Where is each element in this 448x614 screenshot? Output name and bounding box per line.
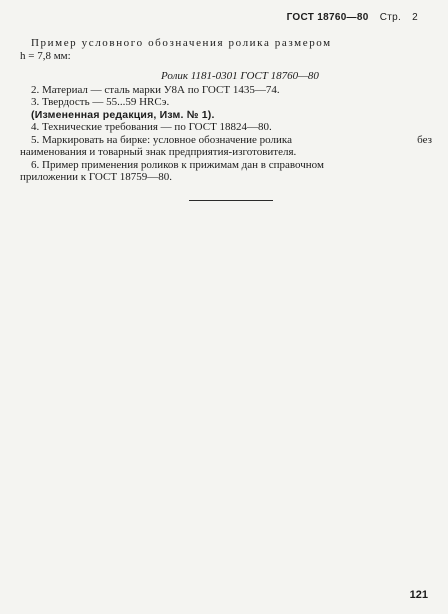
item-5-line-2: наименования и товарный знак предприятия-изготовителя. [20, 146, 297, 158]
amendment-note: (Измененная редакция, Изм. № 1). [31, 108, 215, 121]
footer-page-number: 121 [409, 589, 428, 601]
item-6-line-2: приложении к ГОСТ 18759—80. [20, 171, 173, 183]
item-4: 4. Технические требования — по ГОСТ 18824—80. [31, 121, 272, 133]
item-5-text-end: без [417, 133, 432, 146]
header-page-number: 2 [412, 12, 418, 23]
designation-example: Ролик 1181-0301 ГОСТ 18760—80 [161, 70, 319, 82]
item-5-text: 5. Маркировать на бирке: условное обозначение ролика [31, 133, 292, 146]
document-body [20, 37, 432, 184]
item-5-line-1 [20, 134, 432, 147]
intro-line-2: h = 7,8 мм: [20, 49, 71, 62]
standard-number: ГОСТ 18760—80 [286, 12, 369, 23]
item-3: 3. Твердость — 55...59 HRCэ. [31, 96, 170, 108]
item-2: 2. Материал — сталь марки У8А по ГОСТ 1435—74. [31, 83, 280, 96]
intro-line-1: Пример условного обозначения ролика размером [31, 37, 332, 49]
page-label: Стр. [379, 12, 402, 23]
section-divider [189, 200, 273, 201]
item-6-line-1: 6. Пример применения роликов к прижимам дан в справочном [31, 158, 324, 171]
page-header [287, 12, 418, 23]
